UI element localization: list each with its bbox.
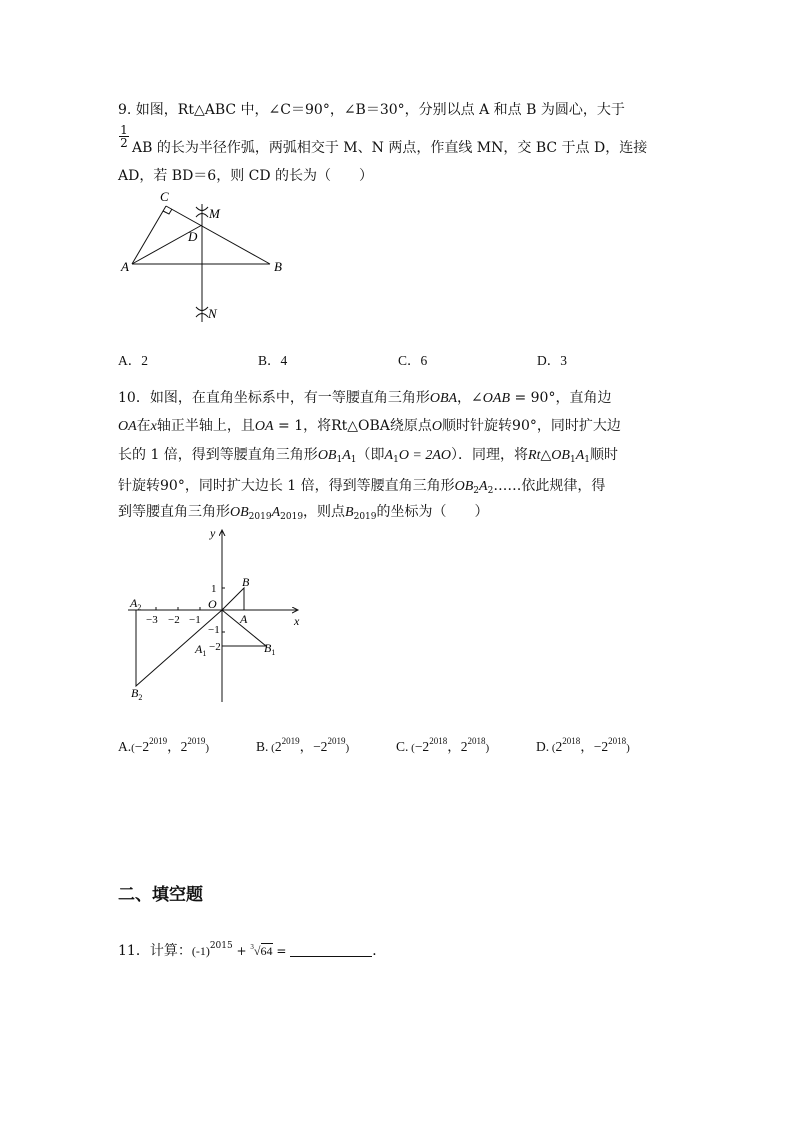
math-rt: Rt	[528, 448, 541, 463]
coord-x-base: −2	[414, 739, 430, 754]
math-ob1a1: A	[575, 448, 585, 463]
label-m: M	[209, 206, 220, 221]
fraction-denominator: 2	[120, 136, 128, 150]
math-ob2a2: A	[479, 479, 488, 494]
math-o: O	[431, 419, 443, 434]
math-a2019: A	[271, 505, 281, 520]
math-sub: 1	[350, 455, 357, 465]
q9-option-d[interactable]: D．3	[537, 353, 567, 368]
q10-option-c[interactable]: C. ($-2^{2018}$，$2^{2018}$)	[396, 736, 490, 754]
q10-text: 顺时	[589, 447, 618, 463]
root-index: 3	[250, 943, 254, 951]
answer-blank[interactable]	[290, 942, 372, 957]
option-letter: D.	[536, 739, 550, 754]
q10-text: 针旋转90°，同时扩大边长 1 倍，得到等腰直角三角形	[118, 478, 455, 494]
q10-line4	[118, 475, 605, 496]
q10-text: 在	[136, 418, 151, 434]
point-label-b2: $B_2$	[131, 686, 143, 702]
tick-label-x-1: −1	[189, 614, 201, 626]
axis-label-x: x	[294, 614, 300, 628]
axis-label-y: y	[210, 526, 216, 540]
q10-text: ，∠	[457, 390, 483, 406]
q10-coordinate-figure	[118, 522, 318, 702]
q10-text: 的坐标为（ ）	[376, 504, 489, 520]
math-ob2019: OB	[230, 505, 249, 520]
coord-y-base: −2	[593, 739, 609, 754]
q10-text: ）．同理，将	[451, 447, 529, 463]
label-c: C	[160, 189, 169, 204]
coord-y-base: 2	[460, 739, 468, 754]
point-label-a2: $A_2$	[130, 596, 142, 612]
q10-text: ……依此规律，得	[493, 478, 606, 494]
math-ob2a2: OB	[454, 479, 474, 494]
q10-text: 10．如图，在直角坐标系中，有一等腰直角三角形	[118, 390, 430, 406]
q10-line2	[118, 415, 621, 435]
q10-option-a[interactable]: $A.(-2^{2019}$，$2^{2019}$)	[118, 736, 210, 754]
point-label-a: A	[240, 612, 248, 626]
segment-ac	[132, 206, 166, 264]
radicand: 64	[260, 944, 273, 958]
q10-text: 轴正半轴上，且	[156, 418, 255, 434]
coord-x-exponent: 2018	[562, 736, 581, 746]
math-sub: 2019	[248, 512, 272, 522]
math-exponent: 2015	[209, 941, 233, 951]
q9-line1: 9. 如图，Rt△ABC 中，∠C＝90°，∠B＝30°，分别以点 A 和点 B 为圆心，大于	[118, 102, 625, 118]
math-sub: 1	[569, 455, 576, 465]
math-sub: 2019	[353, 512, 377, 522]
label-b: B	[274, 259, 282, 274]
math-obA: OBA	[429, 391, 458, 406]
math-triangle: △	[540, 447, 552, 463]
math-sub: 2	[473, 486, 480, 496]
math-x: x	[150, 419, 157, 434]
math-a1o: O = 2AO	[398, 448, 452, 463]
q10-text: 长的 1 倍，得到等腰直角三角形	[118, 447, 318, 463]
q9-line3: AD，若 BD＝6，则 CD 的长为（ ）	[118, 168, 374, 184]
q11-text: 11．计算：	[118, 943, 192, 959]
q9-option-a[interactable]: A．2	[118, 353, 148, 368]
coord-y-exponent: 2019	[327, 736, 346, 746]
fraction-numerator: 1	[120, 123, 128, 137]
coord-x-base: 2	[555, 739, 563, 754]
math-plus: +	[232, 944, 251, 958]
q10-text: 顺时针旋转90°，同时扩大边	[442, 418, 621, 434]
triangle-oba	[222, 588, 244, 610]
coord-x-base: −2	[134, 739, 150, 754]
section-heading: 二、填空题	[118, 885, 203, 905]
q10-line5	[118, 501, 489, 522]
math-sub: 1	[336, 455, 343, 465]
math-equals: =	[272, 944, 291, 958]
coord-x-base: 2	[274, 739, 282, 754]
math-base: (-1)	[191, 944, 210, 958]
point-label-a1: $A_1$	[195, 642, 207, 658]
math-ob1a1: A	[342, 448, 351, 463]
coord-y-exponent: 2019	[187, 736, 206, 746]
tick-label-x-3: −3	[146, 614, 158, 626]
coord-x-exponent: 2019	[281, 736, 300, 746]
math-sub: 2019	[280, 512, 304, 522]
q10-text: 到等腰直角三角形	[118, 504, 230, 520]
cube-root: $^3$√64	[250, 943, 273, 958]
q10-text: （即	[356, 447, 385, 463]
origin-label: O	[208, 597, 217, 611]
q10-option-b[interactable]: B. ($2^{2019}$，$-2^{2019}$)	[256, 736, 350, 754]
q10-option-d[interactable]: D. ($2^{2018}$，$-2^{2018}$)	[536, 736, 630, 754]
tick-label-y-1: −1	[208, 624, 220, 636]
math-a1o: A	[384, 448, 394, 463]
coord-x-exponent: 2018	[429, 736, 448, 746]
q10-line1	[118, 387, 611, 407]
q11-text: ．	[372, 943, 387, 959]
math-ob1a1: OB	[551, 448, 570, 463]
q9-option-b[interactable]: B．4	[258, 353, 288, 368]
option-letter: C.	[396, 739, 409, 754]
coord-y-base: 2	[180, 739, 188, 754]
math-sub: 2	[487, 486, 494, 496]
label-d: D	[188, 229, 198, 244]
coord-y-exponent: 2018	[467, 736, 486, 746]
label-a: A	[121, 259, 129, 274]
math-sub: 1	[584, 455, 590, 465]
q9-triangle-figure	[118, 186, 288, 326]
q9-fraction	[119, 124, 129, 149]
math-b2019: B	[345, 505, 354, 520]
q10-text: ，则点	[303, 504, 346, 520]
tick-label-y-2: −2	[209, 641, 221, 653]
math-oa: OA	[118, 419, 137, 434]
math-oab: OAB	[482, 391, 510, 406]
option-letter: A.	[118, 739, 132, 754]
coord-y-base: −2	[313, 739, 328, 754]
q9-option-c[interactable]: C．6	[398, 353, 428, 368]
q9-line2: AB 的长为半径作弧，两弧相交于 M、N 两点，作直线 MN，交 BC 于点 D，连接	[132, 140, 648, 156]
coord-y-exponent: 2018	[608, 736, 627, 746]
tick-label-x-2: −2	[168, 614, 180, 626]
q10-text: = 90°，直角边	[510, 390, 612, 406]
math-ob1a1: OB	[317, 448, 337, 463]
math-sub: 1	[393, 455, 399, 465]
tick-label-y1: 1	[211, 583, 217, 595]
q10-text: = 1，将Rt△OBA绕原点	[273, 418, 432, 434]
coord-x-exponent: 2019	[149, 736, 168, 746]
option-letter: B.	[256, 739, 269, 754]
point-label-b1: $B_1$	[264, 641, 276, 657]
math-oa: OA	[254, 419, 274, 434]
q10-line3	[118, 444, 618, 465]
label-n: N	[208, 306, 217, 321]
q11-line	[118, 940, 386, 960]
point-label-b: B	[242, 575, 250, 589]
